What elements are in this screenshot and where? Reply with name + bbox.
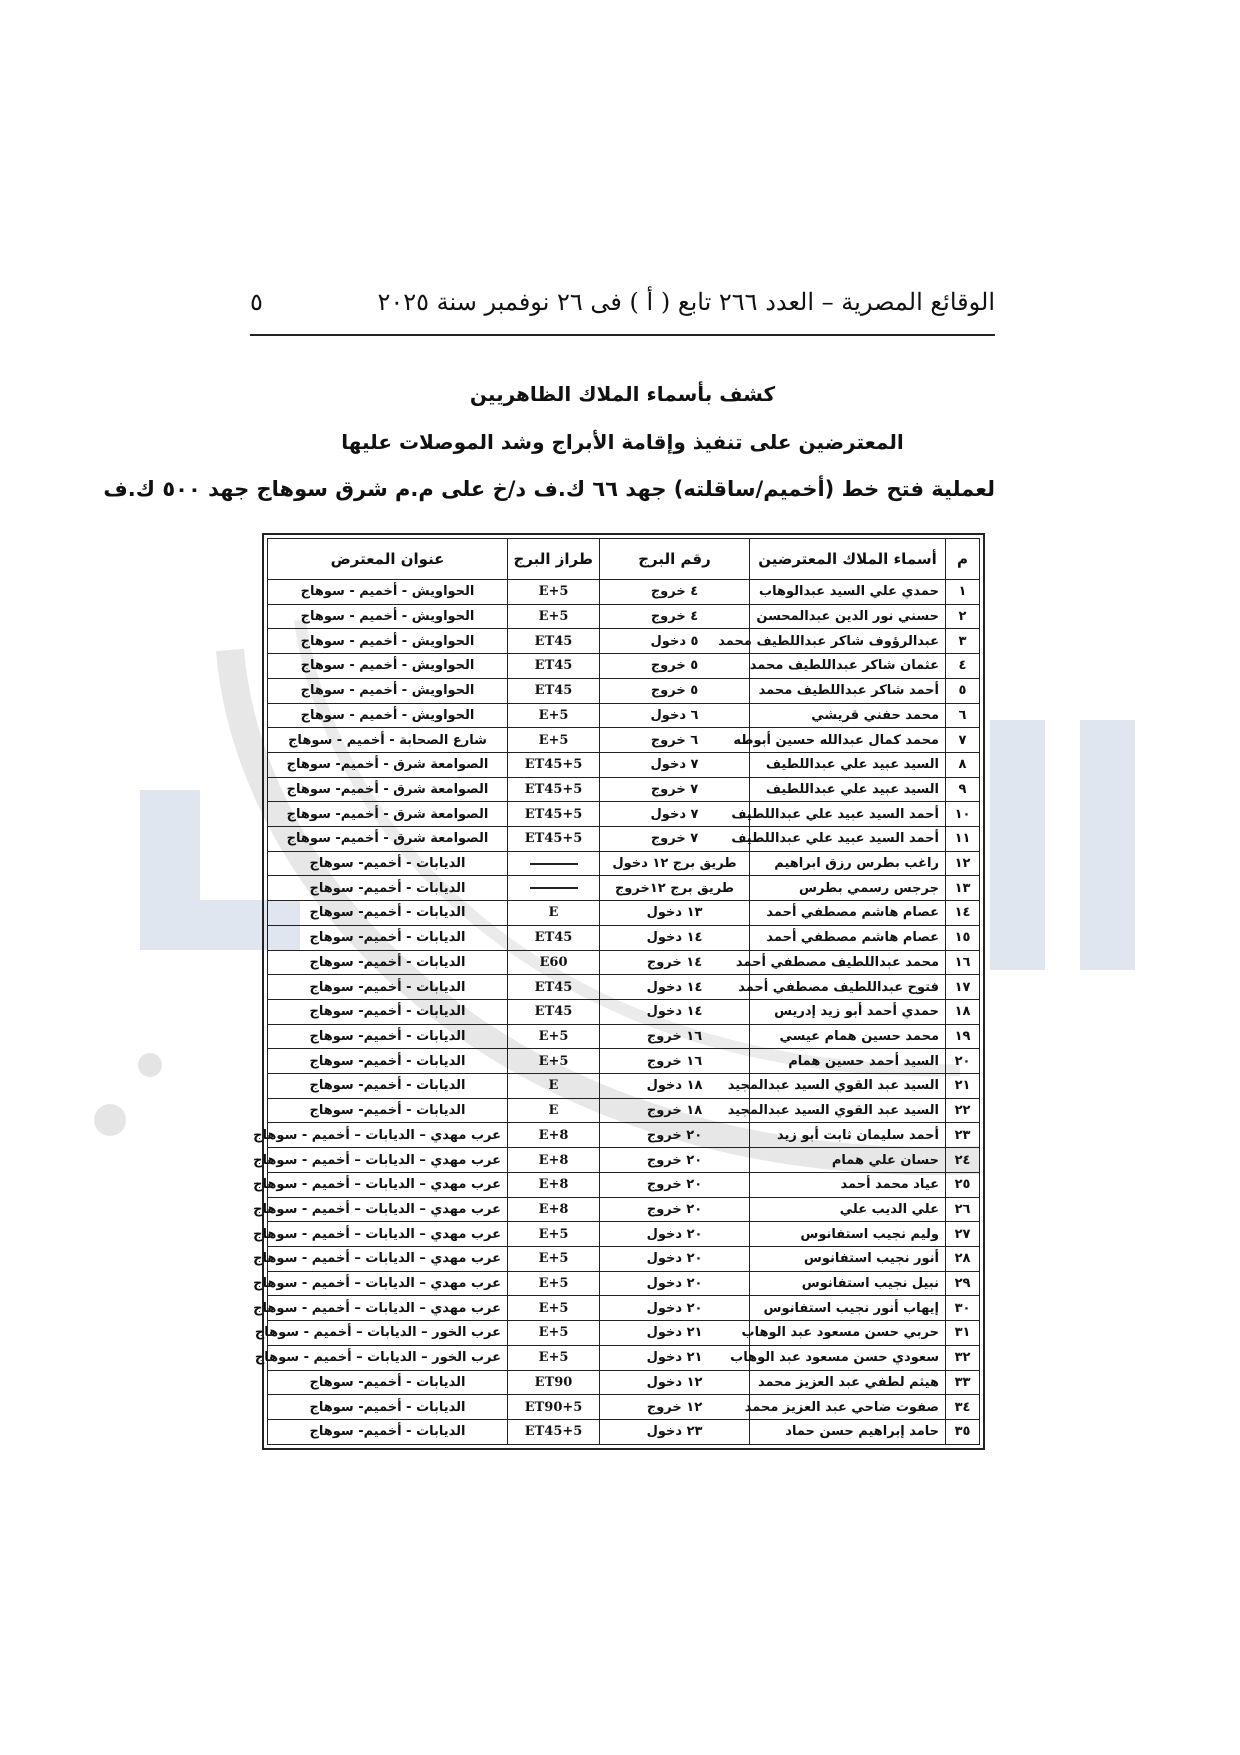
empty-dash [530, 863, 578, 865]
cell-name: جرجس رسمي بطرس [750, 876, 946, 901]
cell-address: عرب مهدي – الديابات – أخميم - سوهاج [268, 1197, 508, 1222]
cell-address: الديابات - أخميم- سوهاج [268, 1049, 508, 1074]
cell-tower: ٢٠ خروج [600, 1172, 750, 1197]
cell-num: ٢٢ [946, 1098, 980, 1123]
cell-tower: ٢٠ خروج [600, 1197, 750, 1222]
cell-name: محمد كمال عبدالله حسين أبوطه [750, 728, 946, 753]
cell-num: ٣٤ [946, 1395, 980, 1420]
cell-name: محمد عبداللطيف مصطفي أحمد [750, 950, 946, 975]
cell-num: ٧ [946, 728, 980, 753]
cell-address: الديابات - أخميم- سوهاج [268, 1074, 508, 1099]
header-type: طراز البرج [508, 539, 600, 580]
cell-address: عرب مهدي – الديابات – أخميم - سوهاج [268, 1123, 508, 1148]
cell-name: عصام هاشم مصطفي أحمد [750, 925, 946, 950]
cell-address: الديابات - أخميم- سوهاج [268, 1370, 508, 1395]
cell-type: E [508, 901, 600, 926]
cell-type: E+5 [508, 1271, 600, 1296]
cell-address: الديابات - أخميم- سوهاج [268, 1098, 508, 1123]
table-row [268, 678, 980, 703]
caption-line-1: كشف بأسماء الملاك الظاهريين [469, 382, 776, 406]
cell-num: ٢٥ [946, 1172, 980, 1197]
cell-type: E+5 [508, 1321, 600, 1346]
cell-num: ٣٢ [946, 1345, 980, 1370]
cell-type: ET45+5 [508, 752, 600, 777]
cell-tower: ٧ دخول [600, 752, 750, 777]
table-row [268, 1074, 980, 1099]
cell-num: ٩ [946, 777, 980, 802]
cell-type: ET45 [508, 654, 600, 679]
cell-tower: ١٤ دخول [600, 999, 750, 1024]
cell-type: ET45 [508, 975, 600, 1000]
cell-tower: ١٨ خروج [600, 1098, 750, 1123]
cell-name: السيد عبد القوي السيد عبدالمجيد [750, 1098, 946, 1123]
cell-type: E+5 [508, 604, 600, 629]
cell-type: E+5 [508, 1222, 600, 1247]
cell-type: E+5 [508, 1024, 600, 1049]
cell-address: الديابات - أخميم- سوهاج [268, 975, 508, 1000]
table-row [268, 1296, 980, 1321]
cell-tower: ١٤ دخول [600, 975, 750, 1000]
table-body [253, 580, 980, 1445]
cell-tower: ٦ خروج [600, 728, 750, 753]
cell-address: عرب الخور – الديابات – أخميم - سوهاج [268, 1345, 508, 1370]
cell-tower: ٥ دخول [600, 629, 750, 654]
cell-address: الحواويش - أخميم - سوهاج [268, 580, 508, 605]
cell-name: صفوت ضاحي عبد العزيز محمد [750, 1395, 946, 1420]
cell-num: ١٦ [946, 950, 980, 975]
cell-address: الحواويش - أخميم - سوهاج [268, 703, 508, 728]
table-row [268, 629, 980, 654]
cell-num: ٢٩ [946, 1271, 980, 1296]
table-row [268, 901, 980, 926]
cell-type: E+5 [508, 728, 600, 753]
cell-address: الديابات - أخميم- سوهاج [268, 1419, 508, 1444]
table-row [268, 876, 980, 901]
cell-type: ET45 [508, 678, 600, 703]
cell-type: E+5 [508, 580, 600, 605]
table-row [268, 1098, 980, 1123]
cell-tower: ٢٣ دخول [600, 1419, 750, 1444]
cell-name: راغب بطرس رزق ابراهيم [750, 851, 946, 876]
caption-line-3: لعملية فتح خط (أخميم/ساقلته) جهد ٦٦ ك.ف د/خ على م.م شرق سوهاج جهد ٥٠٠ ك.ف [103, 477, 995, 501]
cell-name: أحمد شاكر عبداللطيف محمد [750, 678, 946, 703]
cell-name: هيثم لطفي عبد العزيز محمد [750, 1370, 946, 1395]
cell-type: E+8 [508, 1148, 600, 1173]
cell-tower: ٤ خروج [600, 580, 750, 605]
cell-tower: ١٤ دخول [600, 925, 750, 950]
cell-name: عبدالرؤوف شاكر عبداللطيف محمد [750, 629, 946, 654]
cell-name: أحمد السيد عبيد علي عبداللطيف [750, 827, 946, 852]
cell-tower: ٤ خروج [600, 604, 750, 629]
cell-type: E+8 [508, 1172, 600, 1197]
table-row [268, 752, 980, 777]
cell-address: الصوامعة شرق - أخميم- سوهاج [268, 827, 508, 852]
cell-tower: ٢٠ خروج [600, 1148, 750, 1173]
cell-num: ١٠ [946, 802, 980, 827]
cell-name: حربي حسن مسعود عبد الوهاب [750, 1321, 946, 1346]
table-row [268, 925, 980, 950]
table-row [268, 777, 980, 802]
cell-num: ١٣ [946, 876, 980, 901]
table-row [268, 975, 980, 1000]
cell-type: ET45+5 [508, 802, 600, 827]
cell-name: حمدي علي السيد عبدالوهاب [750, 580, 946, 605]
cell-name: أنور نجيب استفانوس [750, 1246, 946, 1271]
cell-address: عرب مهدي – الديابات – أخميم - سوهاج [268, 1246, 508, 1271]
cell-address: عرب مهدي – الديابات – أخميم - سوهاج [268, 1222, 508, 1247]
table-row [268, 1123, 980, 1148]
cell-tower: ١٦ خروج [600, 1049, 750, 1074]
cell-tower: طريق برج ١٢خروج [600, 876, 750, 901]
cell-name: حمدي أحمد أبو زيد إدريس [750, 999, 946, 1024]
cell-type: E+8 [508, 1197, 600, 1222]
cell-tower: ٢٠ خروج [600, 1123, 750, 1148]
cell-name: أحمد سليمان ثابت أبو زيد [750, 1123, 946, 1148]
owners-table [253, 538, 980, 1445]
table-row [268, 728, 980, 753]
cell-type: ET90 [508, 1370, 600, 1395]
cell-type: ET45+5 [508, 827, 600, 852]
table-row [268, 1172, 980, 1197]
cell-tower: ١٤ خروج [600, 950, 750, 975]
cell-num: ٢١ [946, 1074, 980, 1099]
cell-tower: ٥ خروج [600, 678, 750, 703]
table-row [268, 1024, 980, 1049]
table-row [268, 851, 980, 876]
header-address: عنوان المعترض [268, 539, 508, 580]
cell-address: الصوامعة شرق - أخميم- سوهاج [268, 777, 508, 802]
cell-num: ٢٣ [946, 1123, 980, 1148]
cell-num: ٣٠ [946, 1296, 980, 1321]
table-row [268, 1419, 980, 1444]
cell-tower: ١٨ دخول [600, 1074, 750, 1099]
empty-dash [530, 887, 578, 889]
table-row [268, 1197, 980, 1222]
gazette-title: الوقائع المصرية – العدد ٢٦٦ تابع ( أ ) فى ٢٦ نوفمبر سنة ٢٠٢٥ [377, 288, 995, 316]
cell-num: ٢٨ [946, 1246, 980, 1271]
cell-type: ET45 [508, 925, 600, 950]
cell-type: E [508, 1098, 600, 1123]
cell-tower: ١٣ دخول [600, 901, 750, 926]
header-num: م [946, 539, 980, 580]
cell-type: E60 [508, 950, 600, 975]
table-row [268, 604, 980, 629]
cell-name: محمد حفني قريشي [750, 703, 946, 728]
cell-address: شارع الصحابة - أخميم - سوهاج [268, 728, 508, 753]
table-row [268, 827, 980, 852]
cell-type: E+5 [508, 1296, 600, 1321]
cell-tower: ٥ خروج [600, 654, 750, 679]
cell-name: عثمان شاكر عبداللطيف محمد [750, 654, 946, 679]
cell-tower: ١٦ خروج [600, 1024, 750, 1049]
cell-num: ٢ [946, 604, 980, 629]
cell-name: وليم نجيب استفانوس [750, 1222, 946, 1247]
cell-address: الديابات - أخميم- سوهاج [268, 950, 508, 975]
header-divider [250, 334, 995, 336]
cell-address: الحواويش - أخميم - سوهاج [268, 654, 508, 679]
cell-num: ٨ [946, 752, 980, 777]
cell-address: الحواويش - أخميم - سوهاج [268, 604, 508, 629]
cell-type: E+5 [508, 1345, 600, 1370]
table-row [268, 1049, 980, 1074]
cell-tower: ٢١ دخول [600, 1345, 750, 1370]
cell-tower: ٦ دخول [600, 703, 750, 728]
cell-address: عرب مهدي – الديابات – أخميم - سوهاج [268, 1271, 508, 1296]
table-row [268, 1321, 980, 1346]
table-row [268, 999, 980, 1024]
owners-table-frame [253, 533, 985, 1450]
cell-tower: ٢٠ دخول [600, 1222, 750, 1247]
cell-address: الديابات - أخميم- سوهاج [268, 851, 508, 876]
cell-name: عياد محمد أحمد [750, 1172, 946, 1197]
cell-name: حامد إبراهيم حسن حماد [750, 1419, 946, 1444]
cell-address: الديابات - أخميم- سوهاج [268, 925, 508, 950]
cell-address: الديابات - أخميم- سوهاج [268, 901, 508, 926]
cell-num: ٥ [946, 678, 980, 703]
table-row [268, 1395, 980, 1420]
cell-tower: ٧ دخول [600, 802, 750, 827]
cell-tower: ٢٠ دخول [600, 1296, 750, 1321]
cell-type [508, 876, 600, 901]
cell-type: E+5 [508, 703, 600, 728]
cell-tower: ٢١ دخول [600, 1321, 750, 1346]
cell-tower: ١٢ دخول [600, 1370, 750, 1395]
cell-num: ٣ [946, 629, 980, 654]
cell-type [508, 851, 600, 876]
cell-address: عرب الخور – الديابات – أخميم - سوهاج [268, 1321, 508, 1346]
cell-num: ٣١ [946, 1321, 980, 1346]
cell-name: فتوح عبداللطيف مصطفي أحمد [750, 975, 946, 1000]
page-header [250, 288, 995, 324]
cell-name: السيد عبيد علي عبداللطيف [750, 752, 946, 777]
cell-name: السيد أحمد حسين همام [750, 1049, 946, 1074]
cell-name: محمد حسين همام عيسي [750, 1024, 946, 1049]
cell-tower: ٢٠ دخول [600, 1271, 750, 1296]
cell-type: E+5 [508, 1049, 600, 1074]
cell-type: ET45+5 [508, 777, 600, 802]
table-header-row [268, 539, 980, 580]
cell-address: عرب مهدي – الديابات – أخميم - سوهاج [268, 1172, 508, 1197]
table-row [268, 1370, 980, 1395]
cell-name: السيد عبيد علي عبداللطيف [750, 777, 946, 802]
table-row [268, 802, 980, 827]
cell-name: حسان علي همام [750, 1148, 946, 1173]
cell-num: ١ [946, 580, 980, 605]
header-tower: رقم البرج [600, 539, 750, 580]
cell-num: ٣٣ [946, 1370, 980, 1395]
table-row [268, 950, 980, 975]
header-name: أسماء الملاك المعترضين [750, 539, 946, 580]
cell-tower: طريق برج ١٢ دخول [600, 851, 750, 876]
table-row [268, 1345, 980, 1370]
cell-address: الديابات - أخميم- سوهاج [268, 1024, 508, 1049]
cell-address: الصوامعة شرق - أخميم- سوهاج [268, 752, 508, 777]
cell-type: E+5 [508, 1246, 600, 1271]
cell-type: ET90+5 [508, 1395, 600, 1420]
cell-address: الديابات - أخميم- سوهاج [268, 876, 508, 901]
cell-num: ٢٤ [946, 1148, 980, 1173]
cell-type: ET45+5 [508, 1419, 600, 1444]
cell-num: ١٥ [946, 925, 980, 950]
cell-type: ET45 [508, 629, 600, 654]
cell-num: ٤ [946, 654, 980, 679]
cell-num: ١٩ [946, 1024, 980, 1049]
cell-name: حسني نور الدين عبدالمحسن [750, 604, 946, 629]
table-row [268, 1222, 980, 1247]
cell-name: سعودي حسن مسعود عبد الوهاب [750, 1345, 946, 1370]
cell-name: عصام هاشم مصطفي أحمد [750, 901, 946, 926]
cell-name: نبيل نجيب استفانوس [750, 1271, 946, 1296]
cell-type: E [508, 1074, 600, 1099]
cell-num: ١٤ [946, 901, 980, 926]
cell-tower: ٧ خروج [600, 777, 750, 802]
cell-num: ٢٦ [946, 1197, 980, 1222]
cell-num: ٢٠ [946, 1049, 980, 1074]
cell-name: علي الديب علي [750, 1197, 946, 1222]
cell-address: عرب مهدي – الديابات – أخميم - سوهاج [268, 1148, 508, 1173]
cell-address: الحواويش - أخميم - سوهاج [268, 678, 508, 703]
cell-address: الديابات - أخميم- سوهاج [268, 999, 508, 1024]
cell-num: ٢٧ [946, 1222, 980, 1247]
cell-num: ١١ [946, 827, 980, 852]
cell-num: ١٢ [946, 851, 980, 876]
cell-num: ٣٥ [946, 1419, 980, 1444]
cell-name: السيد عبد القوي السيد عبدالمجيد [750, 1074, 946, 1099]
cell-num: ٦ [946, 703, 980, 728]
table-row [268, 580, 980, 605]
cell-name: أحمد السيد عبيد علي عبداللطيف [750, 802, 946, 827]
cell-type: E+8 [508, 1123, 600, 1148]
table-row [268, 654, 980, 679]
page-number: ٥ [250, 288, 263, 316]
cell-address: الحواويش - أخميم - سوهاج [268, 629, 508, 654]
cell-address: الديابات - أخميم- سوهاج [268, 1395, 508, 1420]
cell-tower: ١٢ خروج [600, 1395, 750, 1420]
table-row [268, 1246, 980, 1271]
table-row [268, 1148, 980, 1173]
table-row [268, 703, 980, 728]
cell-num: ١٨ [946, 999, 980, 1024]
cell-address: الصوامعة شرق - أخميم- سوهاج [268, 802, 508, 827]
cell-type: ET45 [508, 999, 600, 1024]
cell-tower: ٢٠ دخول [600, 1246, 750, 1271]
cell-num: ١٧ [946, 975, 980, 1000]
table-row [268, 1271, 980, 1296]
cell-tower: ٧ خروج [600, 827, 750, 852]
caption-line-2: المعترضين على تنفيذ وإقامة الأبراج وشد الموصلات عليها [341, 430, 904, 454]
cell-name: إيهاب أنور نجيب استفانوس [750, 1296, 946, 1321]
cell-address: عرب مهدي – الديابات – أخميم - سوهاج [268, 1296, 508, 1321]
